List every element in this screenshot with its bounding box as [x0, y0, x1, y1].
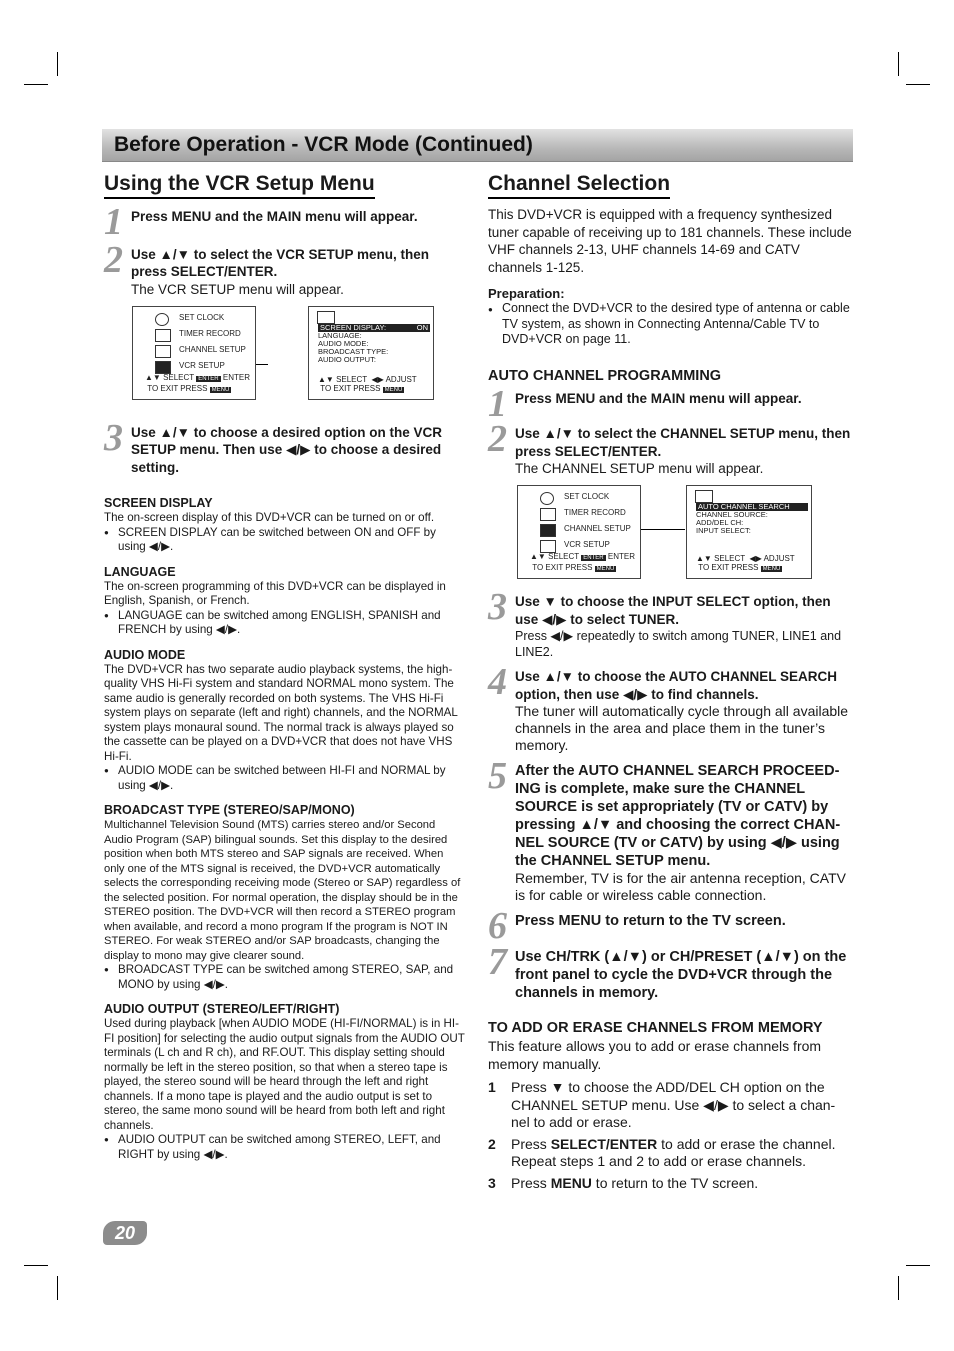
menu-tag: MENU: [762, 566, 781, 572]
step-text: Use ▲/▼ to choose the AUTO CHANNEL SEARCH option, then use ◀/▶ to find channels.: [515, 669, 838, 702]
step-text: Press MENU and the MAIN menu will appear.: [131, 209, 418, 224]
setting-heading: LANGUAGE: [104, 564, 176, 579]
menu-item: CHANNEL SETUP: [564, 524, 631, 533]
banner-title: Before Operation - VCR Mode (Continued): [114, 133, 533, 156]
highlight-value: ON: [416, 322, 428, 332]
step-3: [104, 416, 466, 477]
crop-mark: [906, 1265, 930, 1266]
setting-bullet: ● SCREEN DISPLAY can be switched between ON and OFF by using ◀/▶.: [104, 526, 466, 555]
channel-step-2: [488, 418, 852, 477]
menu-footer: ▲▼ SELECT ENTER ENTER TO EXIT PRESS MENU: [145, 372, 250, 393]
setting-heading: SCREEN DISPLAY: [104, 496, 213, 510]
add-erase-heading: TO ADD OR ERASE CHANNELS FROM MEMORY: [488, 1020, 823, 1036]
broadcast-type-section: [104, 803, 466, 992]
footer-adjust: ADJUST: [763, 554, 795, 563]
setting-text: Multichannel Television Sound (MTS) carries stereo and/or Second Audio Program (SAP) bilingual sounds. Set this display to the desired position when both MTS stereo and SAP signals are received. When only one of the MTS signal is received, the DVD+VCR automatically selects the corresponding receiving mode (Stereo or SAP) regardless of the selected position. For normal operation, the display should be in the STEREO position. The DVD+VCR will then record a STEREO program when available, and record a mono program If the program is NOT IN STEREO. For weak STEREO and/or SAP broadcasts, changing the display to mono may give clearer sound.: [104, 819, 461, 962]
list-item: [488, 1175, 852, 1193]
step-number: 7: [488, 941, 507, 983]
footer-select: SELECT: [336, 374, 368, 384]
item-text-bold: MENU: [550, 1174, 592, 1191]
step-number: 3: [488, 586, 507, 628]
step-number: 5: [488, 755, 507, 797]
page-number: 20: [103, 1221, 147, 1245]
footer-select: SELECT: [714, 554, 746, 563]
timer-record-icon: [540, 508, 556, 521]
step-number: 4: [488, 661, 507, 703]
footer-adjust: ADJUST: [385, 374, 417, 384]
main-menu-screen: [517, 485, 641, 579]
language-section: [104, 565, 466, 638]
item-text-pre: Press: [511, 1135, 551, 1152]
arrow-line: [641, 529, 685, 530]
submenu-footer: ▲▼ SELECT ◀▶ ADJUST TO EXIT PRESS MENU: [696, 554, 795, 572]
step-note: Press ◀/▶ repeatedly to switch among TUNER, LINE1 and LINE2.: [515, 629, 842, 659]
add-erase-list: [488, 1079, 852, 1192]
menu-tag: MENU: [211, 386, 230, 393]
step-number: 3: [104, 416, 123, 459]
main-menu-screen: [132, 306, 256, 400]
setting-text: The on-screen programming of this DVD+VCR can be displayed in English, Spanish, or French.: [104, 579, 446, 607]
section-title: Using the VCR Setup Menu: [104, 172, 375, 199]
menu-tag: MENU: [596, 566, 615, 572]
setting-bullet: ● AUDIO MODE can be switched between HI-FI and NORMAL by using ◀/▶.: [104, 764, 466, 793]
step-number: 6: [488, 905, 507, 947]
section-title: Channel Selection: [488, 172, 670, 199]
menu-icons: [155, 313, 171, 374]
step-text: Use ▲/▼ to select the CHANNEL SETUP menu, then press SELECT/ENTER.: [515, 426, 851, 459]
item-number: 1: [488, 1079, 496, 1095]
channel-step-7: [488, 941, 852, 1002]
channel-step-5: [488, 755, 852, 904]
page-banner: [102, 129, 853, 162]
submenu-footer: ▲▼ SELECT ◀▶ ADJUST TO EXIT PRESS MENU: [318, 374, 417, 393]
submenu-row: INPUT SELECT:: [696, 526, 751, 535]
main-menu-list: [564, 492, 631, 556]
footer-exit: TO EXIT PRESS: [532, 563, 593, 572]
menu-item: VCR SETUP: [564, 540, 610, 549]
setting-bullet: ● AUDIO OUTPUT can be switched among STEREO, LEFT, and RIGHT by using ◀/▶.: [104, 1133, 466, 1162]
arrow-line: [256, 364, 268, 365]
submenu-row: ADD/DEL CH:: [696, 518, 744, 527]
submenu-row: LANGUAGE:: [318, 330, 362, 340]
submenu-rows: [318, 324, 430, 364]
footer-enter: ENTER: [607, 552, 635, 561]
step-note: The VCR SETUP menu will appear.: [131, 281, 344, 297]
menu-item: VCR SETUP: [179, 360, 225, 370]
crop-mark: [906, 84, 930, 85]
footer-exit: TO EXIT PRESS: [698, 563, 759, 572]
preparation-label: Preparation:: [488, 286, 565, 301]
setting-text: Used during playback [when AUDIO MODE (HI-FI/NORMAL) is in HI-FI position] for selecting the audio output signals from the AUDIO OUT terminals (L ch and R ch), and RF.OUT. This display setting should normally be left in the stereo position, so that when a stereo tape is played, the stereo sound will be heard through the left and right channels. If a mono tape is played and the audio output is set to stereo, the same mono sound will be heard from both left and right channels.: [104, 1017, 465, 1132]
clock-icon: [155, 313, 169, 326]
menu-item: SET CLOCK: [179, 312, 225, 322]
step-number: 1: [488, 382, 507, 425]
submenu-row: AUDIO MODE:: [318, 338, 369, 348]
item-text: Press ▼ to choose the ADD/DEL CH option on the CHANNEL SETUP menu. Use ◀/▶ to select a chan-nel to add or erase.: [511, 1079, 836, 1130]
channel-setup-icon: [540, 524, 556, 537]
add-erase-intro: This feature allows you to add or erase channels from memory manually.: [488, 1038, 822, 1072]
vcr-setup-column: [104, 172, 466, 1162]
setting-bullet: ● LANGUAGE can be switched among ENGLISH, SPANISH and FRENCH by using ◀/▶.: [104, 609, 466, 638]
vcr-setup-submenu: [308, 306, 434, 400]
footer-select: SELECT: [163, 372, 195, 382]
menu-item: TIMER RECORD: [179, 328, 241, 338]
submenu-rows: [696, 503, 808, 535]
crop-mark: [24, 84, 48, 85]
step-text: Press MENU and the MAIN menu will appear.: [515, 390, 802, 406]
item-text-post: to add or erase the channel. Repeat steps 1 and 2 to add or erase channels.: [511, 1135, 836, 1169]
step-text: Press MENU to return to the TV screen.: [515, 913, 786, 929]
screen-display-section: [104, 496, 466, 555]
channel-menu-illustration: [517, 485, 852, 579]
main-menu-list: [179, 313, 246, 377]
footer-enter: ENTER: [222, 372, 250, 382]
step-text: Use ▼ to choose the INPUT SELECT option, then use ◀/▶ to select TUNER.: [515, 594, 831, 627]
item-text-bold: SELECT/ENTER: [550, 1135, 658, 1152]
vcr-menu-illustration: [132, 306, 466, 400]
enter-tag: ENTER: [198, 375, 219, 382]
timer-record-icon: [155, 329, 171, 342]
step-note: The tuner will automatically cycle through all available channels in the area and place them in the tuner’s memory.: [515, 703, 849, 753]
item-text-post: to return to the TV screen.: [591, 1174, 759, 1191]
list-item: [488, 1136, 852, 1171]
setting-descriptions: [104, 496, 466, 1162]
step-number: 2: [104, 238, 123, 281]
setting-heading: BROADCAST TYPE (STEREO/SAP/MONO): [104, 803, 355, 817]
menu-tag: MENU: [384, 386, 403, 393]
list-item: [488, 1079, 852, 1132]
item-text-pre: Press: [511, 1174, 551, 1191]
channel-step-4: [488, 661, 852, 754]
channel-step-3: [488, 586, 852, 660]
crop-mark: [24, 1265, 48, 1266]
menu-footer: ▲▼ SELECT ENTER ENTER TO EXIT PRESS MENU: [530, 552, 635, 572]
setting-heading: AUDIO OUTPUT (STEREO/LEFT/RIGHT): [104, 1002, 340, 1016]
highlight-label: AUTO CHANNEL SEARCH: [698, 502, 790, 511]
step-text: After the AUTO CHANNEL SEARCH PROCEED-ING is complete, make sure the CHANNEL SOURCE is set appropriately (TV or CATV) by pressing ▲/▼ and choosing the correct CHAN-NEL SOURCE (TV or CATV) by using ◀/▶ using the CHANNEL SETUP menu.: [515, 763, 841, 869]
menu-item: TIMER RECORD: [564, 508, 626, 517]
vcr-icon: [317, 311, 335, 324]
step-number: 2: [488, 418, 507, 460]
enter-tag: ENTER: [583, 555, 604, 561]
setting-bullet: ● BROADCAST TYPE can be switched among STEREO, SAP, and MONO by using ◀/▶.: [104, 963, 466, 992]
step-2: [104, 238, 466, 298]
submenu-row: CHANNEL SOURCE:: [696, 510, 768, 519]
submenu-row: AUDIO OUTPUT:: [318, 354, 376, 364]
crop-mark: [57, 1276, 58, 1300]
channel-step-1: [488, 382, 852, 425]
footer-select: SELECT: [548, 552, 580, 561]
step-text: Use ▲/▼ to choose a desired option on the VCR SETUP menu. Then use ◀/▶ to choose a desired setting.: [131, 424, 443, 475]
menu-icons: [540, 492, 556, 553]
menu-item: SET CLOCK: [564, 492, 610, 501]
menu-item: CHANNEL SETUP: [179, 344, 246, 354]
audio-mode-section: [104, 648, 466, 794]
item-number: 2: [488, 1135, 496, 1152]
step-text: Use ▲/▼ to select the VCR SETUP menu, then press SELECT/ENTER.: [131, 246, 430, 279]
step-note: Remember, TV is for the air antenna reception, CATV is for cable or wireless cable connection.: [515, 870, 846, 903]
item-number: 3: [488, 1174, 496, 1191]
step-1: [104, 201, 466, 243]
highlight-label: SCREEN DISPLAY:: [320, 322, 387, 332]
step-text: Use CH/TRK (▲/▼) or CH/PRESET (▲/▼) on the front panel to cycle the DVD+VCR through the channels in memory.: [515, 949, 847, 1001]
auto-programming-heading: AUTO CHANNEL PROGRAMMING: [488, 367, 722, 384]
channel-setup-submenu: [686, 485, 812, 579]
submenu-row: BROADCAST TYPE:: [318, 346, 389, 356]
channel-step-6: [488, 905, 852, 947]
setting-text: The DVD+VCR has two separate audio playback systems, the high-quality VHS Hi-Fi system and standard NORMAL mono system. The same audio is generally recorded on both systems. The VHS Hi-Fi system plays on separate (left and right) channels, and the NORMAL system plays monaural sound. The normal track is always played so the cassette can be played on a DVD+VCR that does not have VHS Hi-Fi.: [104, 662, 458, 763]
setting-text: The on-screen display of this DVD+VCR can be turned on or off.: [104, 511, 435, 524]
channel-setup-icon: [155, 345, 171, 358]
crop-mark: [57, 52, 58, 76]
channel-intro: This DVD+VCR is equipped with a frequency synthesized tuner capable of receiving up to 181 channels. These include VHF channels 2-13, UHF channels 14-69 and CATV channels 1-125.: [488, 207, 852, 275]
footer-exit: TO EXIT PRESS: [147, 383, 208, 393]
step-note: The CHANNEL SETUP menu will appear.: [515, 461, 764, 476]
step-number: 1: [104, 201, 123, 243]
crop-mark: [898, 1276, 899, 1300]
setting-heading: AUDIO MODE: [104, 647, 186, 662]
audio-output-section: [104, 1002, 466, 1162]
crop-mark: [898, 52, 899, 76]
footer-exit: TO EXIT PRESS: [320, 383, 381, 393]
clock-icon: [540, 492, 554, 505]
channel-selection-column: [488, 172, 852, 1196]
preparation-bullet: ● Connect the DVD+VCR to the desired type of antenna or cable TV system, as shown in Connecting Antenna/Cable TV to DVD+VCR on page 11.: [488, 301, 852, 348]
